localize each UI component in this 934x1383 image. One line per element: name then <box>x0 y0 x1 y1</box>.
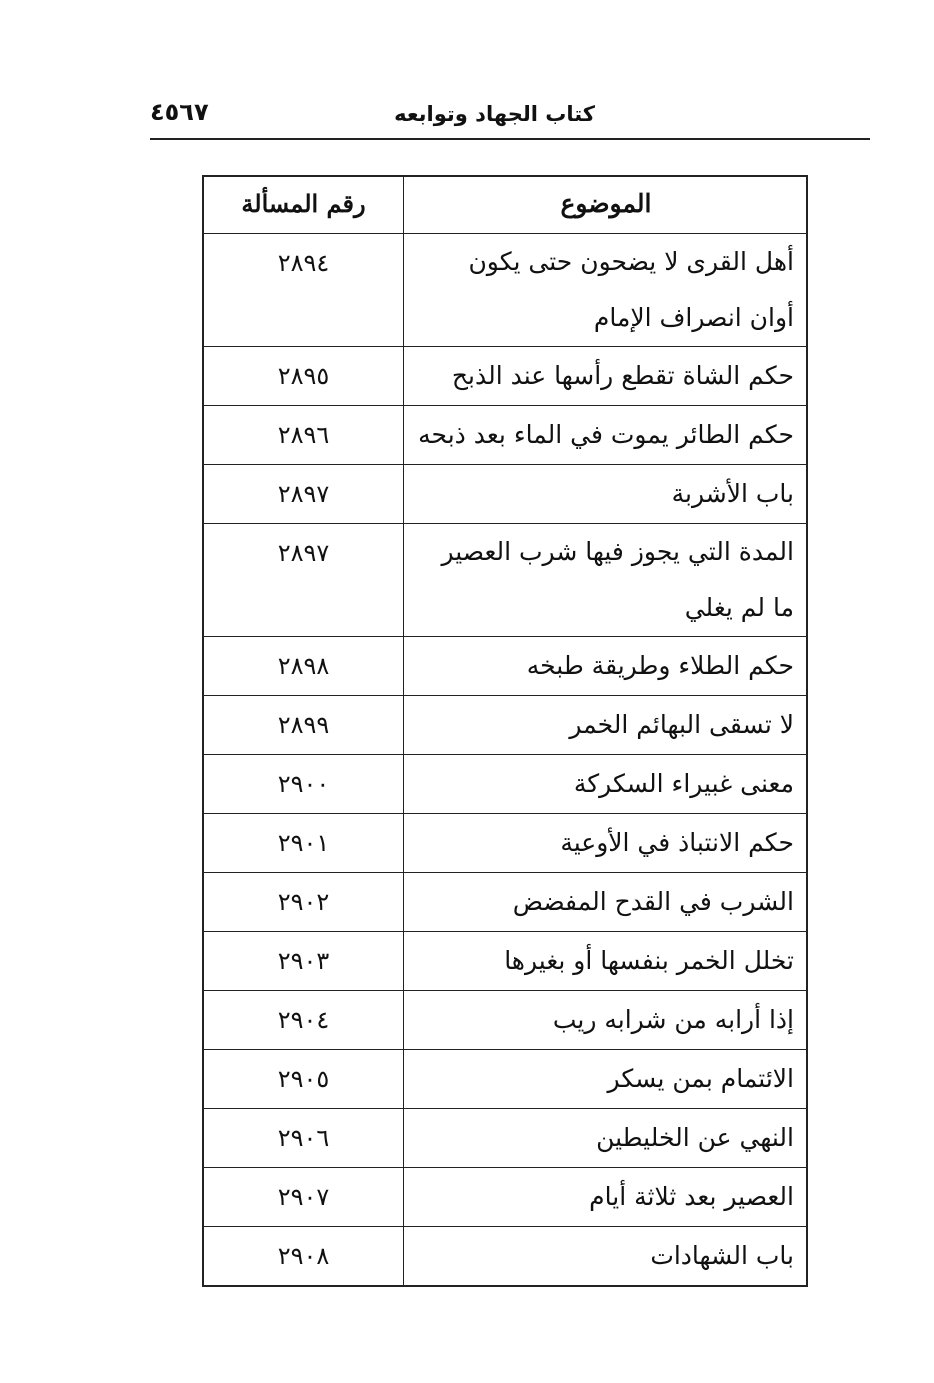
table-row <box>204 346 806 405</box>
number-cell: ٢٨٩٦ <box>277 421 330 449</box>
number-cell: ٢٨٩٩ <box>277 711 330 739</box>
topic-cell: المدة التي يجوز فيها شرب العصير ما لم يغلي <box>403 524 806 636</box>
page-number: ٤٥٦٧ <box>150 98 209 126</box>
number-cell: ٢٩٠٥ <box>277 1065 330 1093</box>
number-cell: ٢٩٠٢ <box>277 888 330 916</box>
table-row <box>204 931 806 990</box>
number-cell: ٢٩٠٦ <box>277 1124 330 1152</box>
number-cell: ٢٨٩٧ <box>277 480 330 508</box>
number-cell: ٢٨٩٧ <box>277 539 330 567</box>
topic-cell: باب الشهادات <box>403 1227 806 1285</box>
topic-cell: العصير بعد ثلاثة أيام <box>403 1168 806 1226</box>
index-table <box>202 175 808 1287</box>
topic-cell: الشرب في القدح المفضض <box>403 873 806 931</box>
topic-cell: حكم الشاة تقطع رأسها عند الذبح <box>403 347 806 405</box>
table-row <box>204 1167 806 1226</box>
table-row <box>204 754 806 813</box>
number-cell: ٢٩٠٧ <box>277 1183 330 1211</box>
table-row <box>204 813 806 872</box>
table-row <box>204 872 806 931</box>
table-header-row <box>204 177 806 233</box>
topic-cell: معنى غبيراء السكركة <box>403 755 806 813</box>
page-header <box>150 92 870 140</box>
number-cell: ٢٩٠٣ <box>277 947 330 975</box>
topic-cell: باب الأشربة <box>403 465 806 523</box>
header-rule <box>150 138 870 140</box>
running-title: كتاب الجهاد وتوابعه <box>394 102 595 126</box>
table-row <box>204 405 806 464</box>
column-header-number: رقم المسألة <box>241 189 366 218</box>
number-cell: ٢٩٠٠ <box>277 770 330 798</box>
table-row <box>204 464 806 523</box>
topic-cell: حكم الطلاء وطريقة طبخه <box>403 637 806 695</box>
number-cell: ٢٩٠٨ <box>277 1242 330 1270</box>
table-row <box>204 695 806 754</box>
table-row <box>204 233 806 346</box>
number-cell: ٢٩٠١ <box>277 829 330 857</box>
table-row <box>204 636 806 695</box>
topic-cell: النهي عن الخليطين <box>403 1109 806 1167</box>
number-cell: ٢٨٩٨ <box>277 652 330 680</box>
topic-cell: حكم الطائر يموت في الماء بعد ذبحه <box>403 406 806 464</box>
table-row <box>204 990 806 1049</box>
topic-cell: تخلل الخمر بنفسها أو بغيرها <box>403 932 806 990</box>
table-row <box>204 1226 806 1285</box>
number-cell: ٢٩٠٤ <box>277 1006 330 1034</box>
number-cell: ٢٨٩٥ <box>277 362 330 390</box>
topic-cell: أهل القرى لا يضحون حتى يكون أوان انصراف الإمام <box>403 234 806 346</box>
table-row <box>204 1049 806 1108</box>
number-cell: ٢٨٩٤ <box>277 249 330 277</box>
table-row <box>204 1108 806 1167</box>
table-row <box>204 523 806 636</box>
column-header-topic: الموضوع <box>403 177 806 233</box>
topic-cell: الائتمام بمن يسكر <box>403 1050 806 1108</box>
topic-cell: إذا أرابه من شرابه ريب <box>403 991 806 1049</box>
topic-cell: حكم الانتباذ في الأوعية <box>403 814 806 872</box>
topic-cell: لا تسقى البهائم الخمر <box>403 696 806 754</box>
